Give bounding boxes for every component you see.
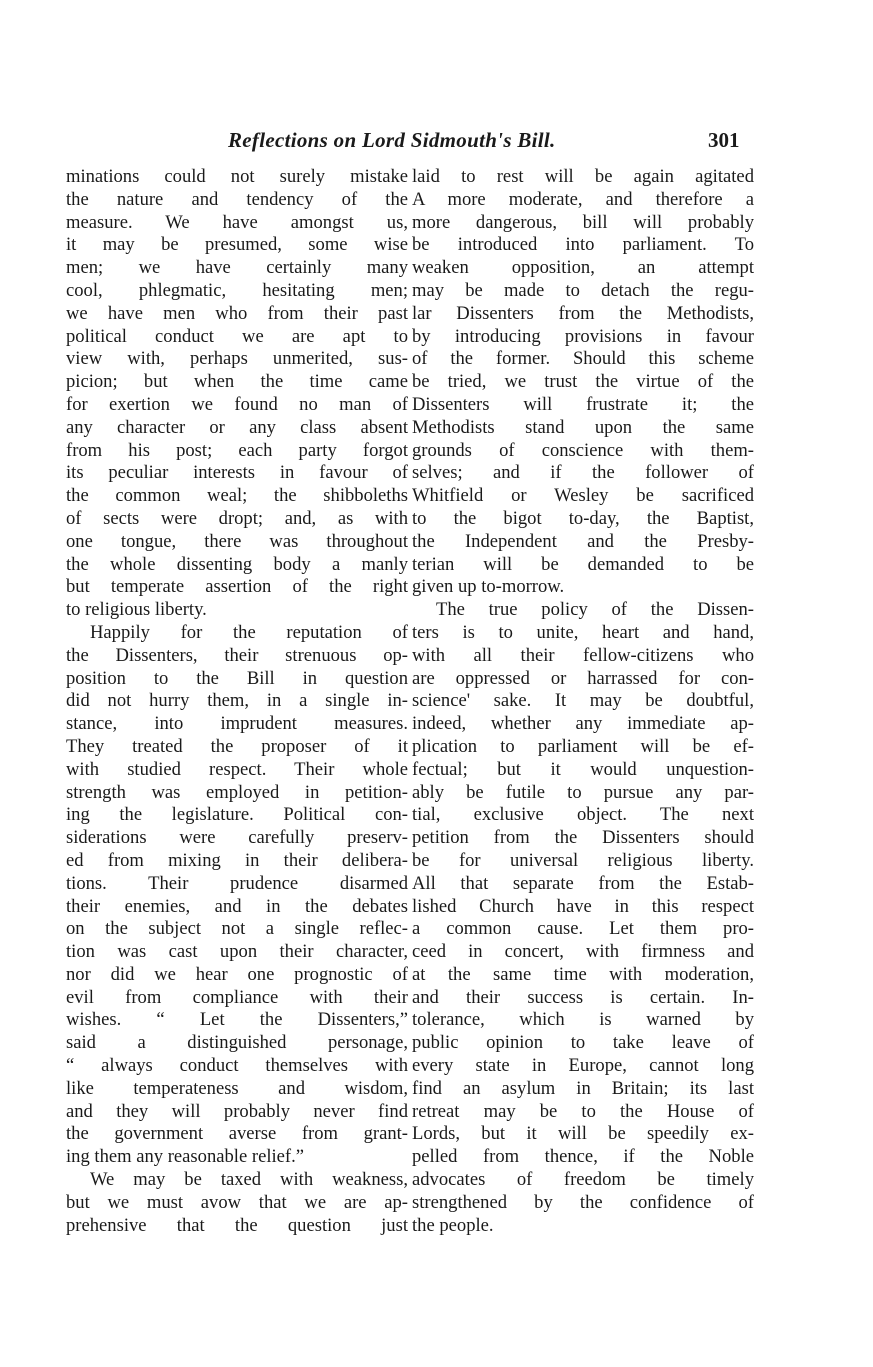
text-line: ing the legislature. Political con-: [66, 804, 408, 826]
running-head: [0, 128, 873, 158]
text-line: plication to parliament will be ef-: [412, 735, 754, 757]
text-line: Happily for the reputation of: [90, 621, 408, 643]
text-line: position to the Bill in question: [66, 667, 408, 689]
text-line: fectual; but it would unquestion-: [412, 758, 754, 780]
text-line: the government averse from grant-: [66, 1123, 408, 1145]
text-line: are oppressed or harrassed for con-: [412, 667, 754, 689]
text-line: their enemies, and in the debates: [66, 895, 408, 917]
text-line: and they will probably never find: [66, 1100, 408, 1122]
text-line: from his post; each party forgot: [66, 439, 408, 461]
text-line: indeed, whether any immediate ap-: [412, 713, 754, 735]
text-line: retreat may be to the House of: [412, 1100, 754, 1122]
text-line: lished Church have in this respect: [412, 895, 754, 917]
text-line: by introducing provisions in favour: [412, 325, 754, 347]
text-line: They treated the proposer of it: [66, 735, 408, 757]
text-line: lar Dissenters from the Methodists,: [412, 302, 754, 324]
text-line: ceed in concert, with firmness and: [412, 941, 754, 963]
text-line: to religious liberty.: [66, 599, 207, 621]
text-line: with studied respect. Their whole: [66, 758, 408, 780]
text-line: petition from the Dissenters should: [412, 827, 754, 849]
text-line: laid to rest will be again agitated: [412, 166, 754, 187]
text-line: advocates of freedom be timely: [412, 1169, 754, 1191]
text-line: its peculiar interests in favour of: [66, 462, 408, 484]
text-line: grounds of conscience with them-: [412, 439, 754, 461]
text-line: All that separate from the Estab-: [412, 872, 754, 894]
text-line: tion was cast upon their character,: [66, 941, 408, 963]
text-line: on the subject not a single reflec-: [66, 918, 408, 940]
text-line: of sects were dropt; and, as with: [66, 507, 408, 529]
text-line: the common weal; the shibboleths: [66, 485, 408, 507]
text-line: Whitfield or Wesley be sacrificed: [412, 485, 754, 507]
text-line: political conduct we are apt to: [66, 325, 408, 347]
text-line: any character or any class absent: [66, 416, 408, 438]
text-line: stance, into imprudent measures.: [66, 713, 408, 735]
text-line: we have men who from their past: [66, 302, 408, 324]
text-line: ed from mixing in their delibera-: [66, 849, 408, 871]
text-line: ters is to unite, heart and hand,: [412, 621, 754, 643]
text-line: pelled from thence, if the Noble: [412, 1146, 754, 1168]
text-line: the nature and tendency of the: [66, 188, 408, 210]
text-line: ing them any reasonable relief.”: [66, 1146, 304, 1168]
text-line: Lords, but it will be speedily ex-: [412, 1123, 754, 1145]
text-line: the Independent and the Presby-: [412, 530, 754, 552]
text-line: strength was employed in petition-: [66, 781, 408, 803]
text-line: terian will be demanded to be: [412, 553, 754, 575]
text-line: nor did we hear one prognostic of: [66, 963, 408, 985]
text-line: evil from compliance with their: [66, 986, 408, 1008]
text-line: view with, perhaps unmerited, sus-: [66, 348, 408, 370]
text-line: more dangerous, bill will probably: [412, 211, 754, 233]
text-line: be tried, we trust the virtue of the: [412, 371, 754, 393]
page-number: 301: [708, 128, 740, 152]
text-line: find an asylum in Britain; its last: [412, 1077, 754, 1099]
running-head-title: Reflections on Lord Sidmouth's Bill.: [228, 128, 556, 152]
left-text-column: [66, 166, 408, 1237]
text-line: prehensive that the question just: [66, 1214, 408, 1236]
text-line: Methodists stand upon the same: [412, 416, 754, 438]
text-line: a common cause. Let them pro-: [412, 918, 754, 940]
text-line: selves; and if the follower of: [412, 462, 754, 484]
text-line: but we must avow that we are ap-: [66, 1191, 408, 1213]
text-line: siderations were carefully preserv-: [66, 827, 408, 849]
text-line: did not hurry them, in a single in-: [66, 690, 408, 712]
text-line: tolerance, which is warned by: [412, 1009, 754, 1031]
text-line: We may be taxed with weakness,: [90, 1169, 408, 1191]
text-line: and their success is certain. In-: [412, 986, 754, 1008]
text-line: “ always conduct themselves with: [66, 1055, 408, 1077]
text-line: with all their fellow-citizens who: [412, 644, 754, 666]
text-line: measure. We have amongst us,: [66, 211, 408, 233]
text-line: every state in Europe, cannot long: [412, 1055, 754, 1077]
text-line: strengthened by the confidence of: [412, 1191, 754, 1213]
text-line: public opinion to take leave of: [412, 1032, 754, 1054]
text-line: said a distinguished personage,: [66, 1032, 408, 1054]
text-line: may be made to detach the regu-: [412, 279, 754, 301]
text-line: the whole dissenting body a manly: [66, 553, 408, 575]
text-line: The true policy of the Dissen-: [436, 599, 754, 621]
right-text-column: [412, 166, 754, 1237]
text-line: but temperate assertion of the right: [66, 576, 408, 598]
text-line: the people.: [412, 1214, 494, 1236]
text-line: wishes. “ Let the Dissenters,”: [66, 1009, 408, 1031]
text-line: like temperateness and wisdom,: [66, 1077, 408, 1099]
text-line: be introduced into parliament. To: [412, 234, 754, 256]
text-line: cool, phlegmatic, hesitating men;: [66, 279, 408, 301]
text-line: for exertion we found no man of: [66, 393, 408, 415]
text-line: minations could not surely mistake: [66, 166, 408, 187]
text-line: given up to-morrow.: [412, 576, 565, 598]
text-line: it may be presumed, some wise: [66, 234, 408, 256]
text-line: to the bigot to-day, the Baptist,: [412, 507, 754, 529]
text-line: at the same time with moderation,: [412, 963, 754, 985]
text-line: ably be futile to pursue any par-: [412, 781, 754, 803]
text-line: the Dissenters, their strenuous op-: [66, 644, 408, 666]
text-line: tions. Their prudence disarmed: [66, 872, 408, 894]
text-line: weaken opposition, an attempt: [412, 257, 754, 279]
text-line: one tongue, there was throughout: [66, 530, 408, 552]
text-line: men; we have certainly many: [66, 257, 408, 279]
text-line: science' sake. It may be doubtful,: [412, 690, 754, 712]
text-line: tial, exclusive object. The next: [412, 804, 754, 826]
text-line: Dissenters will frustrate it; the: [412, 393, 754, 415]
text-line: A more moderate, and therefore a: [412, 188, 754, 210]
text-line: be for universal religious liberty.: [412, 849, 754, 871]
text-line: of the former. Should this scheme: [412, 348, 754, 370]
text-line: picion; but when the time came: [66, 371, 408, 393]
